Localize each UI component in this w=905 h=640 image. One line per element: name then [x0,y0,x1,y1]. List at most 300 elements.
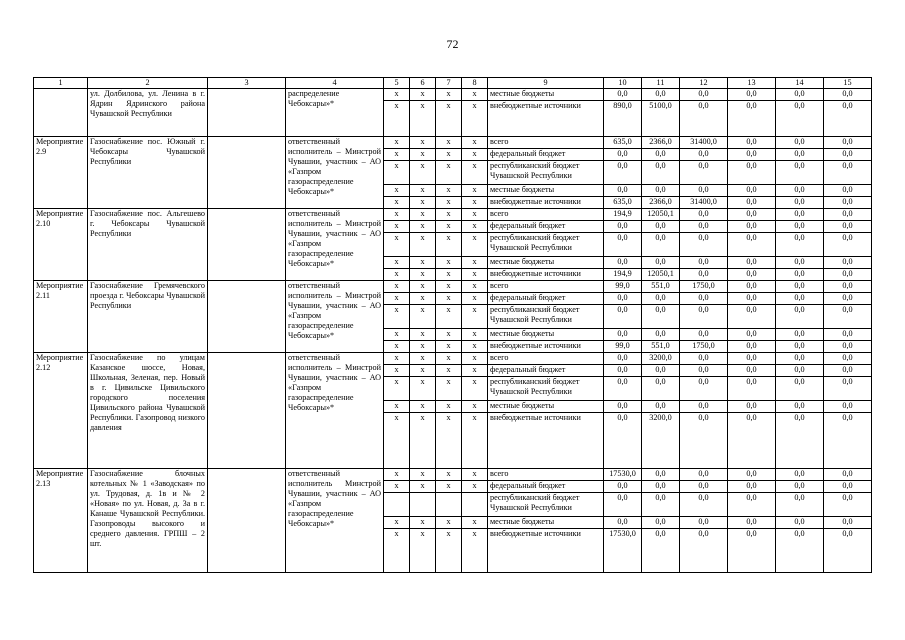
value-cell: 0,0 [776,377,824,401]
funding-source: всего [488,281,604,293]
code-cell: х [410,353,436,365]
value-cell: 0,0 [776,197,824,209]
code-cell: х [462,269,488,281]
value-cell: 0,0 [642,293,680,305]
column-header: 15 [824,78,872,89]
code-cell: х [410,149,436,161]
value-cell: 0,0 [642,149,680,161]
code-cell: х [462,469,488,481]
funding-source: федеральный бюджет [488,149,604,161]
code-cell: х [436,197,462,209]
value-cell: 0,0 [604,305,642,329]
value-cell: 0,0 [728,137,776,149]
measure-name: Газоснабжение блочных котельных № 1 «Заводская» по ул. Трудовая, д. 1в и № 2 «Новая» по ул. Новая, д. 3а в г. Канаше Чувашской Республики. Газопроводы высокого и среднего давления. ГРПШ – 2 шт. [88,469,208,573]
value-cell: 0,0 [642,221,680,233]
empty-cell [208,353,286,469]
value-cell: 0,0 [642,529,680,573]
code-cell: х [410,365,436,377]
value-cell: 0,0 [728,305,776,329]
value-cell: 0,0 [824,137,872,149]
value-cell: 0,0 [680,257,728,269]
value-cell: 0,0 [776,149,824,161]
value-cell: 0,0 [680,305,728,329]
value-cell: 0,0 [642,233,680,257]
value-cell: 0,0 [824,329,872,341]
value-cell: 0,0 [604,185,642,197]
code-cell: х [462,341,488,353]
code-cell: х [436,233,462,257]
code-cell: х [384,529,410,573]
code-cell: х [436,269,462,281]
value-cell: 0,0 [776,365,824,377]
value-cell: 0,0 [728,257,776,269]
measure-id: Мероприятие 2.13 [34,469,88,573]
empty-cell [208,469,286,573]
empty-cell [208,89,286,137]
value-cell: 0,0 [776,221,824,233]
value-cell: 0,0 [642,89,680,101]
value-cell: 0,0 [604,493,642,517]
code-cell: х [384,185,410,197]
code-cell: х [462,305,488,329]
code-cell: х [384,137,410,149]
column-header: 5 [384,78,410,89]
value-cell: 0,0 [776,529,824,573]
code-cell: х [462,233,488,257]
value-cell: 0,0 [728,413,776,469]
value-cell: 0,0 [824,281,872,293]
code-cell: х [410,341,436,353]
value-cell: 12050,1 [642,269,680,281]
code-cell: х [436,529,462,573]
code-cell: х [436,413,462,469]
value-cell: 0,0 [776,481,824,493]
value-cell: 0,0 [604,481,642,493]
value-cell: 1750,0 [680,341,728,353]
funding-source: республиканский бюджет Чувашской Республики [488,305,604,329]
value-cell: 0,0 [824,517,872,529]
value-cell: 0,0 [642,517,680,529]
code-cell: х [462,197,488,209]
code-cell: х [436,365,462,377]
value-cell: 194,9 [604,209,642,221]
funding-source: местные бюджеты [488,185,604,197]
code-cell: х [436,221,462,233]
value-cell: 0,0 [776,413,824,469]
code-cell: х [462,89,488,101]
column-header: 1 [34,78,88,89]
column-header: 9 [488,78,604,89]
measure-name: Газоснабжение по улицам Казанское шоссе, Новая, Школьная, Зеленая, пер. Новый в г. Цивильске Цивильского городского поселения Цивильского района Чувашской Республики. Газопровод низкого давления [88,353,208,469]
code-cell: х [384,413,410,469]
value-cell: 0,0 [776,89,824,101]
value-cell: 0,0 [642,329,680,341]
code-cell: х [384,257,410,269]
code-cell: х [436,293,462,305]
code-cell: х [410,101,436,137]
code-cell: х [410,221,436,233]
value-cell: 0,0 [728,365,776,377]
value-cell: 0,0 [728,89,776,101]
value-cell: 31400,0 [680,137,728,149]
value-cell: 0,0 [728,293,776,305]
code-cell: х [436,329,462,341]
value-cell: 0,0 [680,161,728,185]
executor: ответственный исполнитель – Минстрой Чувашии, участник – АО «Газпром газораспределение Чебоксары»* [286,353,384,469]
code-cell: х [410,401,436,413]
column-header: 2 [88,78,208,89]
funding-source: республиканский бюджет Чувашской Республики [488,377,604,401]
value-cell: 0,0 [728,377,776,401]
value-cell: 0,0 [604,233,642,257]
measure-name: Газоснабжение пос. Южный г. Чебоксары Чувашской Республики [88,137,208,209]
value-cell: 551,0 [642,281,680,293]
column-header: 13 [728,78,776,89]
column-header: 11 [642,78,680,89]
empty-cell [208,137,286,209]
value-cell: 0,0 [776,353,824,365]
measure-name: Газоснабжение Гремячевского проезда г. Чебоксары Чувашской Республики [88,281,208,353]
funding-source: всего [488,209,604,221]
value-cell: 0,0 [680,401,728,413]
value-cell: 0,0 [776,493,824,517]
value-cell: 194,9 [604,269,642,281]
value-cell: 0,0 [776,137,824,149]
value-cell: 0,0 [728,469,776,481]
code-cell: х [384,221,410,233]
code-cell: х [462,101,488,137]
code-cell: х [410,269,436,281]
empty-cell [208,281,286,353]
code-cell: х [462,137,488,149]
value-cell: 0,0 [680,293,728,305]
code-cell: х [462,329,488,341]
value-cell: 0,0 [728,161,776,185]
value-cell: 0,0 [776,161,824,185]
value-cell: 0,0 [680,221,728,233]
code-cell: х [436,149,462,161]
executor: распределение Чебоксары»* [286,89,384,137]
code-cell: х [410,293,436,305]
value-cell: 0,0 [776,305,824,329]
code-cell: х [384,329,410,341]
value-cell: 0,0 [728,281,776,293]
funding-source: местные бюджеты [488,257,604,269]
value-cell: 0,0 [642,493,680,517]
value-cell: 17530,0 [604,529,642,573]
value-cell: 0,0 [604,413,642,469]
value-cell: 1750,0 [680,281,728,293]
code-cell: х [462,401,488,413]
column-header: 10 [604,78,642,89]
value-cell: 0,0 [824,401,872,413]
value-cell: 0,0 [604,401,642,413]
code-cell: х [462,161,488,185]
funding-source: федеральный бюджет [488,293,604,305]
funding-source: внебюджетные источники [488,101,604,137]
value-cell: 0,0 [604,377,642,401]
code-cell: х [462,185,488,197]
value-cell: 0,0 [728,517,776,529]
funding-source: внебюджетные источники [488,529,604,573]
code-cell: х [410,89,436,101]
value-cell: 0,0 [824,101,872,137]
value-cell: 0,0 [824,481,872,493]
code-cell: х [410,377,436,401]
executor: ответственный исполнитель – Минстрой Чувашии, участник – АО «Газпром газораспределение Чебоксары»* [286,209,384,281]
value-cell: 0,0 [728,529,776,573]
code-cell: х [462,529,488,573]
code-cell: х [462,293,488,305]
code-cell: х [384,101,410,137]
value-cell: 0,0 [728,481,776,493]
value-cell: 0,0 [680,493,728,517]
value-cell: 0,0 [680,329,728,341]
funding-source: местные бюджеты [488,517,604,529]
value-cell: 0,0 [728,401,776,413]
code-cell: х [436,481,462,493]
code-cell: х [436,517,462,529]
value-cell: 0,0 [604,257,642,269]
funding-source: внебюджетные источники [488,197,604,209]
value-cell: 0,0 [680,377,728,401]
column-header: 8 [462,78,488,89]
funding-source: местные бюджеты [488,89,604,101]
value-cell: 0,0 [728,221,776,233]
column-header: 7 [436,78,462,89]
value-cell: 0,0 [642,305,680,329]
value-cell: 2366,0 [642,137,680,149]
code-cell: х [384,365,410,377]
value-cell: 0,0 [604,293,642,305]
value-cell: 0,0 [824,529,872,573]
value-cell: 0,0 [824,161,872,185]
funding-source: республиканский бюджет Чувашской Республики [488,233,604,257]
funding-source: всего [488,137,604,149]
funding-source: федеральный бюджет [488,365,604,377]
value-cell: 0,0 [824,197,872,209]
value-cell: 0,0 [824,221,872,233]
value-cell: 0,0 [642,481,680,493]
code-cell: х [384,517,410,529]
value-cell: 0,0 [824,469,872,481]
value-cell: 0,0 [680,101,728,137]
value-cell: 0,0 [776,281,824,293]
funding-source: местные бюджеты [488,401,604,413]
value-cell: 5100,0 [642,101,680,137]
value-cell: 0,0 [824,353,872,365]
value-cell: 0,0 [728,353,776,365]
measure-id: Мероприятие 2.10 [34,209,88,281]
table-row [34,89,872,101]
value-cell: 12050,1 [642,209,680,221]
code-cell: х [384,197,410,209]
funding-source: всего [488,469,604,481]
value-cell: 0,0 [776,185,824,197]
value-cell: 0,0 [680,185,728,197]
value-cell: 0,0 [776,517,824,529]
code-cell: х [436,137,462,149]
value-cell: 0,0 [642,185,680,197]
code-cell: х [410,197,436,209]
value-cell: 0,0 [604,149,642,161]
value-cell: 0,0 [680,529,728,573]
value-cell: 0,0 [604,89,642,101]
code-cell: х [384,149,410,161]
value-cell: 0,0 [776,341,824,353]
value-cell: 0,0 [728,329,776,341]
code-cell: х [384,233,410,257]
table-row [34,137,872,149]
value-cell: 0,0 [728,197,776,209]
value-cell: 0,0 [776,101,824,137]
value-cell: 0,0 [776,469,824,481]
code-cell: х [410,413,436,469]
code-cell: х [384,269,410,281]
value-cell: 99,0 [604,341,642,353]
value-cell: 0,0 [824,89,872,101]
value-cell: 0,0 [728,233,776,257]
value-cell: 0,0 [642,401,680,413]
code-cell: х [410,517,436,529]
value-cell: 0,0 [776,401,824,413]
value-cell: 0,0 [680,149,728,161]
executor: ответственный исполнитель – Минстрой Чувашии, участник – АО «Газпром газораспределение Чебоксары»* [286,281,384,353]
value-cell: 0,0 [824,257,872,269]
code-cell: х [384,377,410,401]
code-cell: х [462,149,488,161]
value-cell: 890,0 [604,101,642,137]
value-cell: 0,0 [824,209,872,221]
code-cell: х [436,401,462,413]
value-cell: 0,0 [824,377,872,401]
code-cell [462,493,488,517]
value-cell: 0,0 [776,329,824,341]
table-row [34,353,872,365]
code-cell: х [462,209,488,221]
value-cell: 3200,0 [642,353,680,365]
code-cell: х [410,281,436,293]
value-cell: 0,0 [728,149,776,161]
value-cell: 0,0 [776,209,824,221]
code-cell: х [410,305,436,329]
table-row [34,209,872,221]
value-cell: 0,0 [642,161,680,185]
code-cell: х [410,233,436,257]
value-cell: 0,0 [680,517,728,529]
value-cell: 99,0 [604,281,642,293]
value-cell: 0,0 [824,413,872,469]
column-header: 6 [410,78,436,89]
code-cell: х [410,185,436,197]
empty-cell [208,209,286,281]
value-cell: 0,0 [728,493,776,517]
header-row [34,78,872,89]
value-cell: 17530,0 [604,469,642,481]
code-cell: х [436,377,462,401]
code-cell: х [384,401,410,413]
table-row [34,281,872,293]
code-cell: х [410,529,436,573]
value-cell: 0,0 [642,257,680,269]
funding-source: местные бюджеты [488,329,604,341]
code-cell: х [436,305,462,329]
funding-source: внебюджетные источники [488,269,604,281]
code-cell: х [436,161,462,185]
value-cell: 0,0 [728,185,776,197]
code-cell: х [410,209,436,221]
value-cell: 0,0 [824,341,872,353]
measure-id: Мероприятие 2.9 [34,137,88,209]
code-cell: х [410,137,436,149]
value-cell: 0,0 [776,233,824,257]
value-cell: 0,0 [680,365,728,377]
table-body [34,89,872,573]
funding-source: республиканский бюджет Чувашской Республики [488,161,604,185]
value-cell: 0,0 [642,469,680,481]
value-cell: 0,0 [642,365,680,377]
code-cell: х [410,481,436,493]
column-header: 3 [208,78,286,89]
budget-table [33,77,872,573]
measure-id [34,89,88,137]
code-cell: х [462,481,488,493]
code-cell: х [436,89,462,101]
code-cell: х [410,469,436,481]
value-cell: 0,0 [776,293,824,305]
measure-name: Газоснабжение пос. Альгешево г. Чебоксары Чувашской Республики [88,209,208,281]
code-cell [436,493,462,517]
value-cell: 0,0 [824,365,872,377]
funding-source: всего [488,353,604,365]
value-cell: 0,0 [680,209,728,221]
code-cell: х [384,469,410,481]
funding-source: внебюджетные источники [488,341,604,353]
value-cell: 0,0 [604,353,642,365]
code-cell: х [410,161,436,185]
value-cell: 0,0 [776,269,824,281]
value-cell: 0,0 [824,305,872,329]
value-cell: 2366,0 [642,197,680,209]
funding-source: внебюджетные источники [488,413,604,469]
value-cell: 0,0 [604,221,642,233]
column-header: 4 [286,78,384,89]
column-header: 12 [680,78,728,89]
value-cell: 0,0 [604,161,642,185]
value-cell: 0,0 [728,341,776,353]
value-cell: 0,0 [824,149,872,161]
value-cell: 0,0 [680,269,728,281]
page-number: 72 [446,37,459,51]
code-cell: х [384,305,410,329]
funding-source: республиканский бюджет Чувашской Республики [488,493,604,517]
value-cell: 0,0 [604,329,642,341]
value-cell: 0,0 [680,353,728,365]
code-cell: х [462,281,488,293]
code-cell: х [384,481,410,493]
code-cell: х [462,257,488,269]
code-cell: х [436,209,462,221]
value-cell: 0,0 [728,269,776,281]
value-cell: 0,0 [680,89,728,101]
code-cell: х [462,517,488,529]
code-cell: х [462,221,488,233]
code-cell: х [384,161,410,185]
code-cell: х [436,101,462,137]
column-header: 14 [776,78,824,89]
code-cell: х [384,209,410,221]
executor: ответственный исполнитель Минстрой Чувашии, участник – АО «Газпром газораспределение Чебоксары»* [286,469,384,573]
